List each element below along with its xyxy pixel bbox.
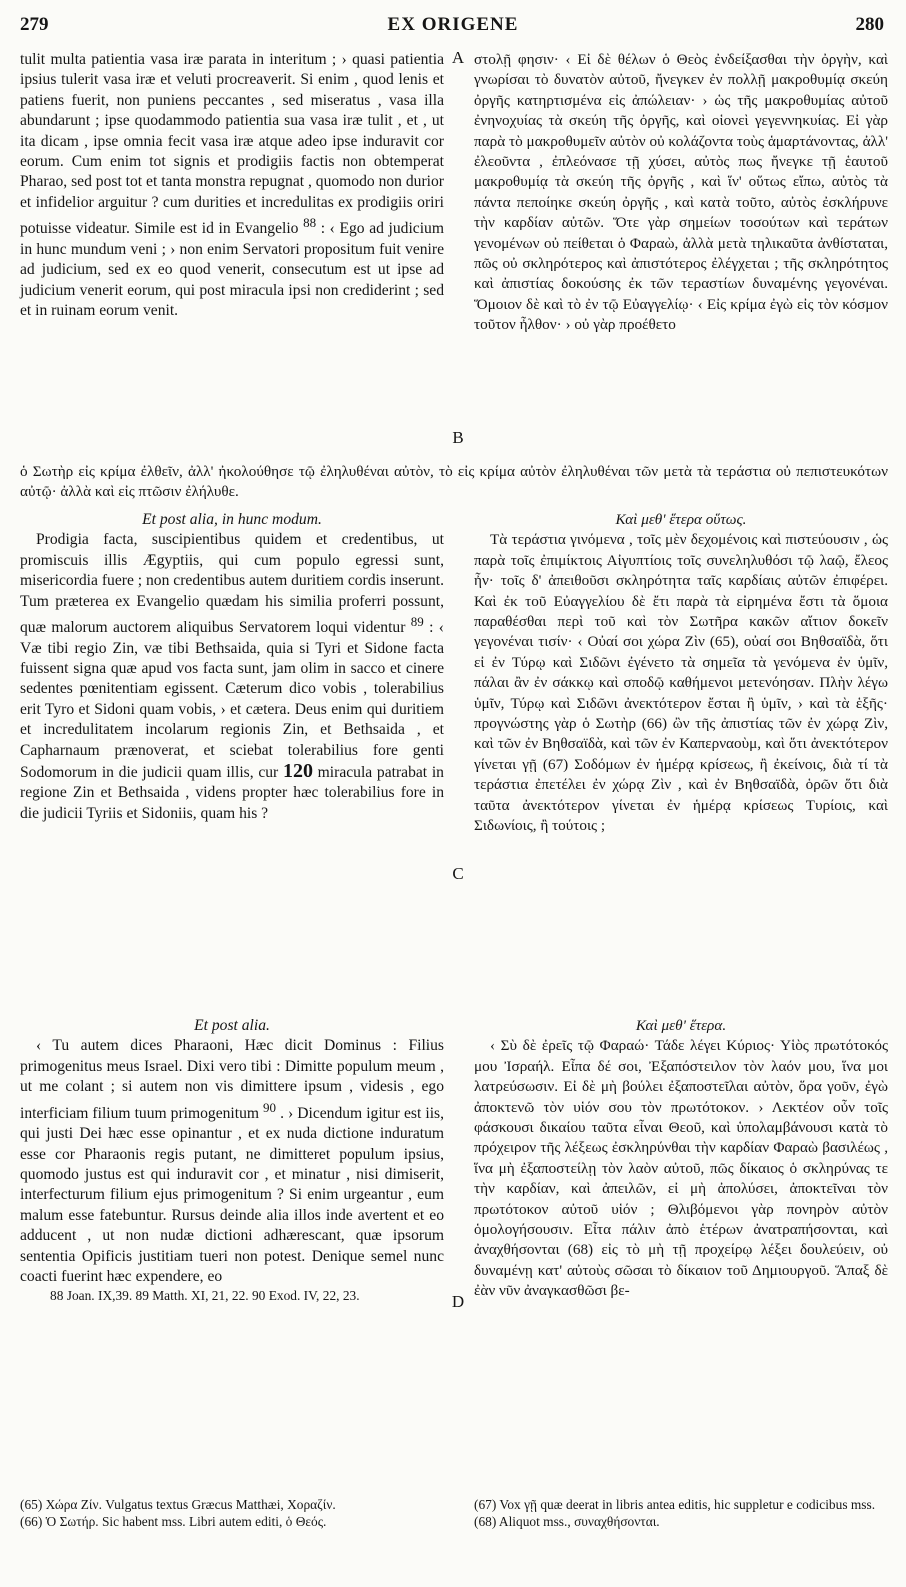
margin-letter-d: D: [451, 1292, 465, 1311]
latin-subheading-1: Et post alia, in hunc modum.: [142, 511, 322, 528]
margin-letter-b: B: [452, 428, 464, 447]
page-number-right: 280: [855, 14, 884, 35]
column-number: 120: [282, 760, 313, 783]
footnote-68: (68) Aliquot mss., συναχθήσονται.: [474, 1514, 660, 1529]
greek-subheading-2: Καὶ μεθ' ἕτερα.: [635, 1017, 727, 1034]
ref-88: 88: [303, 215, 317, 231]
margin-letter-c: C: [452, 864, 464, 883]
greek-paragraph-1: στολῇ φησιν· ‹ Εἰ δὲ θέλων ὁ Θεὸς ἐνδείξασθαι τὴν ὀργὴν, καὶ γνωρίσαι τὸ δυνατὸν αὐτοῦ, ἤνεγκεν ἐν πολλῇ μακροθυμίᾳ σκεύη ὀργῆς κατηρτισμένα εἰς ἀπώλειαν· › ὡς τῆς μακροθυμίας αὐτοῦ ἐνηνοχυίας τὰ σκεύη τῆς ὀργῆς, καὶ οἱονεὶ γεγεννηκυίας. Εἰ γὰρ παρὰ τὸ μακροθυμεῖν αὐτὸν οὐ κολάζοντα τοὺς ἁμαρτάνοντας, ἀλλ' ἐλεοῦντα , ἐπλεόνασε τῇ χύσει, αὐτὸς πως ἤνεγκε τῇ ἑαυτοῦ μακροθυμίᾳ τὰ σκεύη τῆς ὀργῆς , καὶ ἵν' οὕτως εἴπω, αὐτὸς τὰ πάντα πεποίηκε σκεύη ὀργῆς , καὶ κατὰ τοῦτο, αὐτὸς ἐσκλήρυνε τὴν καρδίαν αὐτῶν. Ὅτε γὰρ σημείων τοσούτων καὶ τεράτων γενομένων οὐ πείθεται ὁ Φαραὼ, ἀλλὰ μετὰ τηλικαῦτα ἀνθίσταται, πῶς οὐ σκληρότερος καὶ ἀπιστότερος ἐλέγχεται ; τῆς σκληρότητος καὶ ἀπιστίας δοκούσης ἐκ τῶν τεραστίων δυναμένης γεγονέναι. Ὅμοιον δὲ καὶ τὸ ἐν τῷ Εὐαγγελίῳ· ‹ Εἰς κρίμα ἐγὼ εἰς τὸν κόσμον τοῦτον ἦλθον· › οὐ γὰρ προέθετο: [474, 51, 888, 334]
footnotes-right: [474, 1496, 888, 1530]
scripture-references: 88 Joan. IX,39. 89 Matth. XI, 21, 22. 90 Exod. IV, 22, 23.: [50, 1288, 360, 1304]
latin-column-bottom: [20, 1016, 444, 1304]
footnote-66: (66) Ὁ Σωτήρ. Sic habent mss. Libri autem editi, ὁ Θεός.: [20, 1514, 327, 1529]
page-number-left: 279: [20, 14, 49, 35]
greek-spanning-text: ὁ Σωτὴρ εἰς κρίμα ἐλθεῖν, ἀλλ' ἠκολούθησε τῷ ἐληλυθέναι αὐτὸν, τὸ εἰς κρίμα αὐτὸν ἐληλυθέναι τῶν μετὰ τὰ τεράστια οὐ πεπιστευκότων αὐτῷ· ἀλλὰ καὶ εἰς πτῶσιν ἐλήλυθε.: [20, 463, 888, 501]
greek-column-top: [474, 50, 888, 336]
greek-paragraph-2: Τὰ τεράστια γινόμενα , τοῖς μὲν δεχομένοις καὶ πιστεύουσιν , ὡς παρὰ τοῖς ἐπιμίκτοις Αἰγυπτίοις τοῖς συνεληλυθόσι τῷ λαῷ, ἔλεος ἦν· τοῖς δ' ἀπειθοῦσι σκληρότητα ταῖς καρδίαις αὐτῶν ἐπιφέρει. Καὶ ἐκ τοῦ Εὐαγγελίου δὲ ἔτι παρὰ τὰ εἰρημένα ἔστι τὰ ὅμοια παραθέσθαι περὶ τοῦ καὶ τὸν Σωτῆρα κακῶν αἴτιον δοκεῖν γεγονέναι τισίν· ‹ Οὐαί σοι χώρα Ζὶν (65), οὐαί σοι Βηθσαϊδὰ, ὅτι εἰ ἐν Τύρῳ καὶ Σιδῶνι ἐγένετο τὰ σημεῖα τὰ γενόμενα ἐν ὑμῖν, πάλαι ἂν ἐν σάκκῳ καὶ σποδῷ καθήμενοι μετενόησαν. Πλὴν λέγω ὑμῖν, Τύρῳ καὶ Σιδῶνι ἀνεκτότερον ἔσται ἢ ὑμῖν, › καὶ τὰ ἑξῆς· προγνώστης γὰρ ὁ Σωτὴρ (66) ὢν τῆς ἀπιστίας τῶν ἐν χώρᾳ Ζὶν, καὶ τῶν ἐν Βηθσαϊδὰ, καὶ τῶν ἐν Καπερναοὺμ, καὶ ὅτι ἀνεκτότερον γίνεται γῇ (67) Σοδόμων ἐν ἡμέρᾳ κρίσεως, ἢ ἐκείνοις, διὰ τί τὰ τεράστια ἐπετέλει ἐν χώρᾳ Ζὶν , καὶ ἐν Βηθσαϊδὰ, ὁρῶν ὅτι διὰ ταῦτα ἀνεκτότερον γίνεται ἐν ἡμέρᾳ κρίσεως Τυρίοις, καὶ Σιδωνίοις, ἢ τούτοις ;: [474, 531, 888, 835]
greek-column-middle: [474, 510, 888, 837]
ref-89: 89: [410, 614, 424, 630]
latin-subheading-2: Et post alia.: [194, 1017, 270, 1034]
greek-column-bottom: [474, 1016, 888, 1302]
ref-90: 90: [263, 1099, 277, 1115]
footnote-65: (65) Χώρα Ζίν. Vulgatus textus Græcus Matthæi, Χοραζίν.: [20, 1497, 336, 1512]
greek-paragraph-3: ‹ Σὺ δὲ ἐρεῖς τῷ Φαραώ· Τάδε λέγει Κύριος· Υἱὸς πρωτότοκός μου Ἰσραήλ. Εἶπα δέ σοι, Ἐξαπόστειλον τὸν λαόν μου, ἵνα μοι λατρεύσωσιν. Εἰ δὲ μὴ βούλει ἐξαποστεῖλαι αὐτὸν, ὅρα γοῦν, ἐγὼ ἀποκτενῶ τὸν υἱόν σου τὸν πρωτότοκον. › Λεκτέον οὖν τοῖς φάσκουσι δικαίου ταῦτα εἶναι Θεοῦ, καὶ ὑπολαμβάνουσι κατὰ τὸ πρόχειρον τῆς λέξεως ἐσκληρύνθαι τὴν καρδίαν Φαραὼ βασιλέως , ἵνα μὴ ἐξαποστείλῃ τὸν λαὸν αὐτοῦ, πῶς δίκαιος ὁ σκληρύνας τε τὴν καρδίαν, καὶ ἀπειλῶν, εἰ μὴ ἀπολύσει, ἀποκτεῖναι τὸν πρωτότοκον αὐτοῦ υἱόν ; Θλιβόμενοι γὰρ πονηρὸν αὐτὸν ὁμολογήσουσιν. Εἶτα πάλιν ἀπὸ ἑτέρων ἀνατραπήσονται, καὶ ἀναχθήσονται (68) εἰς τὸ μὴ τῇ προχείρῳ λέξει δουλεύειν, οὐ δυναμένῃ κατ' αὐτοὺς σῶσαι τὸ δίκαιον τοῦ Δημιουργοῦ. Ἅπαξ δὲ ἐὰν νῦν ἀναγκασθῶσι βε-: [474, 1037, 888, 1300]
latin-paragraph-2: Prodigia facta, suscipientibus quidem et credentibus, ut promiscuis illis Ægyptiis, qui cum populo egressi sunt, misericordia fuere ; non credentibus autem duritiem cordis inserunt. Tum præterea ex Evangelio quædam his similia proferri possunt, quæ malorum auctorem aliquibus Servatorem loqui videntur $^{89}$ : ‹ Væ tibi regio Zin, væ tibi Bethsaida, quia si Tyri et Sidone facta fuissent signa quæ apud vos facta sunt, jam olim in sacco et cinere sedentes pœnitentiam egissent. Cæterum dico vobis , tolerabilius erit Tyro et Sidoni quam vobis, › et cætera. Deus enim qui duritiem et incredulitatem incolarum regionis Zin, et Bethsaida , et Capharnaum prænoverat, et sciebat tolerabilius fore genti Sodomorum in die judicii quam illis, cur 120 miracula patrabat in regione Zin et Bethsaida , videns propter hæc tolerabilius fore in die judicii Tyriis et Sidoniis, quam his ?: [20, 531, 444, 822]
footnotes-left: [20, 1496, 444, 1530]
running-title: EX ORIGENE: [387, 14, 519, 35]
latin-paragraph-3: ‹ Tu autem dices Pharaoni, Hæc dicit Dominus : Filius primogenitus meus Israel. Dixi vero tibi : Dimitte populum meum , ut me colant ; si autem non vis dimittere ipsum , videsis , ego interficiam filium tuum primogenitum $^{90}$ . › Dicendum igitur est iis, qui justi Dei hæc esse opinantur , et ex nuda dictione induratum esse cor Pharaonis regis putant, ne dimitteret populum ipsius, quomodo justus est qui induravit cor , et minatur , nisi dimiserit, interfecturum filium ejus primogenitum ? Si enim urgeantur , eum malum esse fatebuntur. Rursus deinde alia illos inde avertent et eo adducent , ut non nudæ dictioni adhærescant, quæ ipsorum sententia Opificis justitiam tueri non potest. Denique semel nunc coacti fuerint hæc expendere, eo: [20, 1037, 444, 1286]
latin-column-top: [20, 50, 444, 321]
latin-column-middle: [20, 510, 444, 824]
latin-paragraph-1: tulit multa patientia vasa iræ parata in interitum ; › quasi patientia ipsius tulerit vasa iræ et veluti procreaverit. Si enim , quod lenis et patiens fuerit, non puniens peccantes , sed miseratus , vasa illa abundarunt ; ipse quodammodo patientia sua vasa iræ tulit , et , ut ita dicam , ipse omnia fecit vasa iræ atque adeo ipse induravit cor eorum. Cum enim tot signis et prodigiis factis non obtemperat Pharao, sed post tot et tanta monstra repugnat , quomodo non durior et infidelior arguitur ? cum durities et incredulitas ex prodigiis oriri potuisse videatur. Simile est id in Evangelio $^{88}$ : ‹ Ego ad judicium in hunc mundum veni ; › non enim Servatori propositum fuit venire ad judicium, sed ex eo quod venerit, consecutum est ut ipse ad judicium venerit eorum, qui post miracula ipsi non crediderint ; sed et in ruinam eorum venit.: [20, 51, 444, 320]
greek-subheading-1: Καὶ μεθ' ἕτερα οὕτως.: [615, 511, 747, 528]
margin-letter-a: A: [451, 48, 465, 67]
footnote-67: (67) Vox γῇ quæ deerat in libris antea editis, hic suppletur e codicibus mss.: [474, 1497, 876, 1512]
